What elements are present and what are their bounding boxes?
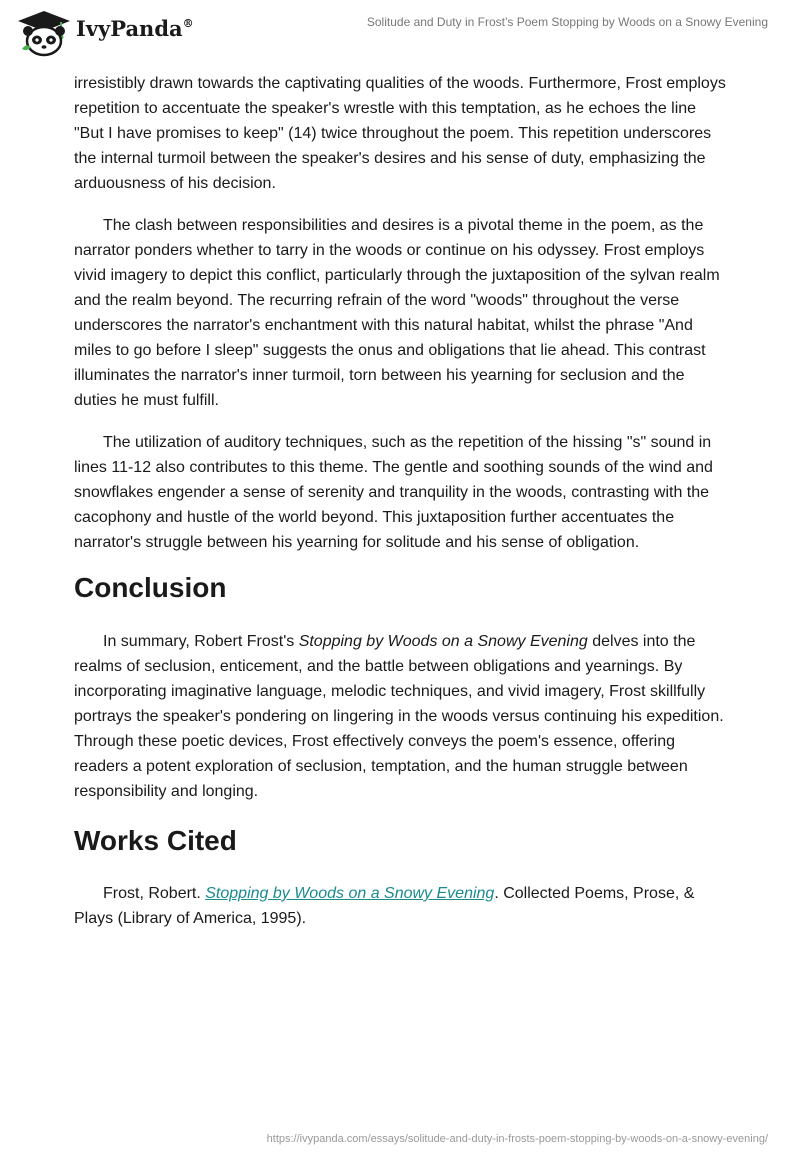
conclusion-text-end: delves into the realms of seclusion, enticement, and the battle between obligations and yearnings. By incorporating imaginative language, melodic techniques, and vivid imagery, Frost skillfully portrays the speaker's pondering on lingering in the woods versus continuing his expedition. Through these poetic devices, Frost effectively conveys the poem's essence, offering readers a potent exploration of seclusion, temptation, and the human struggle between responsibility and longing. [74, 633, 724, 800]
conclusion-heading: Conclusion [74, 572, 227, 603]
body-paragraph: The utilization of auditory techniques, such as the repetition of the hissing "s" sound in lines 11-12 also contributes to this theme. The gentle and soothing sounds of the wind and snowflakes engender a sense of serenity and tranquility in the woods, contrasting with the cacophony and hustle of the world beyond. This juxtaposition further accentuates the narrator's struggle between his yearning for solitude and his sense of obligation. [74, 434, 713, 551]
conclusion-text-start: In summary, Robert Frost's [103, 633, 299, 650]
document-title: Solitude and Duty in Frost’s Poem Stopping by Woods on a Snowy Evening [366, 15, 768, 29]
body-paragraph: irresistibly drawn towards the captivating qualities of the woods. Furthermore, Frost employs repetition to accentuate the speaker's wrestle with this temptation, as he echoes the line "But I have promises to keep" (14) twice throughout the poem. This repetition underscores the internal turmoil between the speaker's desires and his sense of duty, emphasizing the arduousness of his decision. [74, 75, 726, 192]
citation-entry [74, 881, 726, 931]
essay-content [74, 71, 726, 948]
registered-mark: ® [182, 17, 194, 30]
brand-logo-text[interactable] [76, 16, 194, 41]
body-paragraph: The clash between responsibilities and desires is a pivotal theme in the poem, as the narrator ponders whether to tarry in the woods or continue on his odyssey. Frost employs vivid imagery to depict this conflict, particularly through the juxtaposition of the sylvan realm and the realm beyond. The recurring refrain of the word "woods" throughout the verse underscores the narrator's enchantment with this natural habitat, whilst the phrase "And miles to go before I sleep" suggests the onus and obligations that lie ahead. This contrast illuminates the narrator's inner turmoil, torn between his yearning for seclusion and the duties he must fulfill. [74, 217, 720, 409]
conclusion-paragraph [74, 629, 726, 804]
citation-publisher: . Collected Poems, Prose, & Plays (Library of America, 1995). [74, 885, 695, 927]
brand-name: IvyPanda [76, 16, 183, 41]
panda-graduation-cap-icon[interactable] [14, 9, 74, 57]
citation-author: Frost, Robert. [103, 885, 206, 902]
footer-url[interactable]: https://ivypanda.com/essays/solitude-and-duty-in-frosts-poem-stopping-by-woods-on-a-snowy-evening/ [266, 1133, 768, 1145]
citation-link[interactable]: Stopping by Woods on a Snowy Evening [205, 885, 495, 902]
page-header [0, 0, 800, 64]
poem-title: Stopping by Woods on a Snowy Evening [298, 633, 588, 650]
works-cited-heading: Works Cited [74, 825, 237, 856]
